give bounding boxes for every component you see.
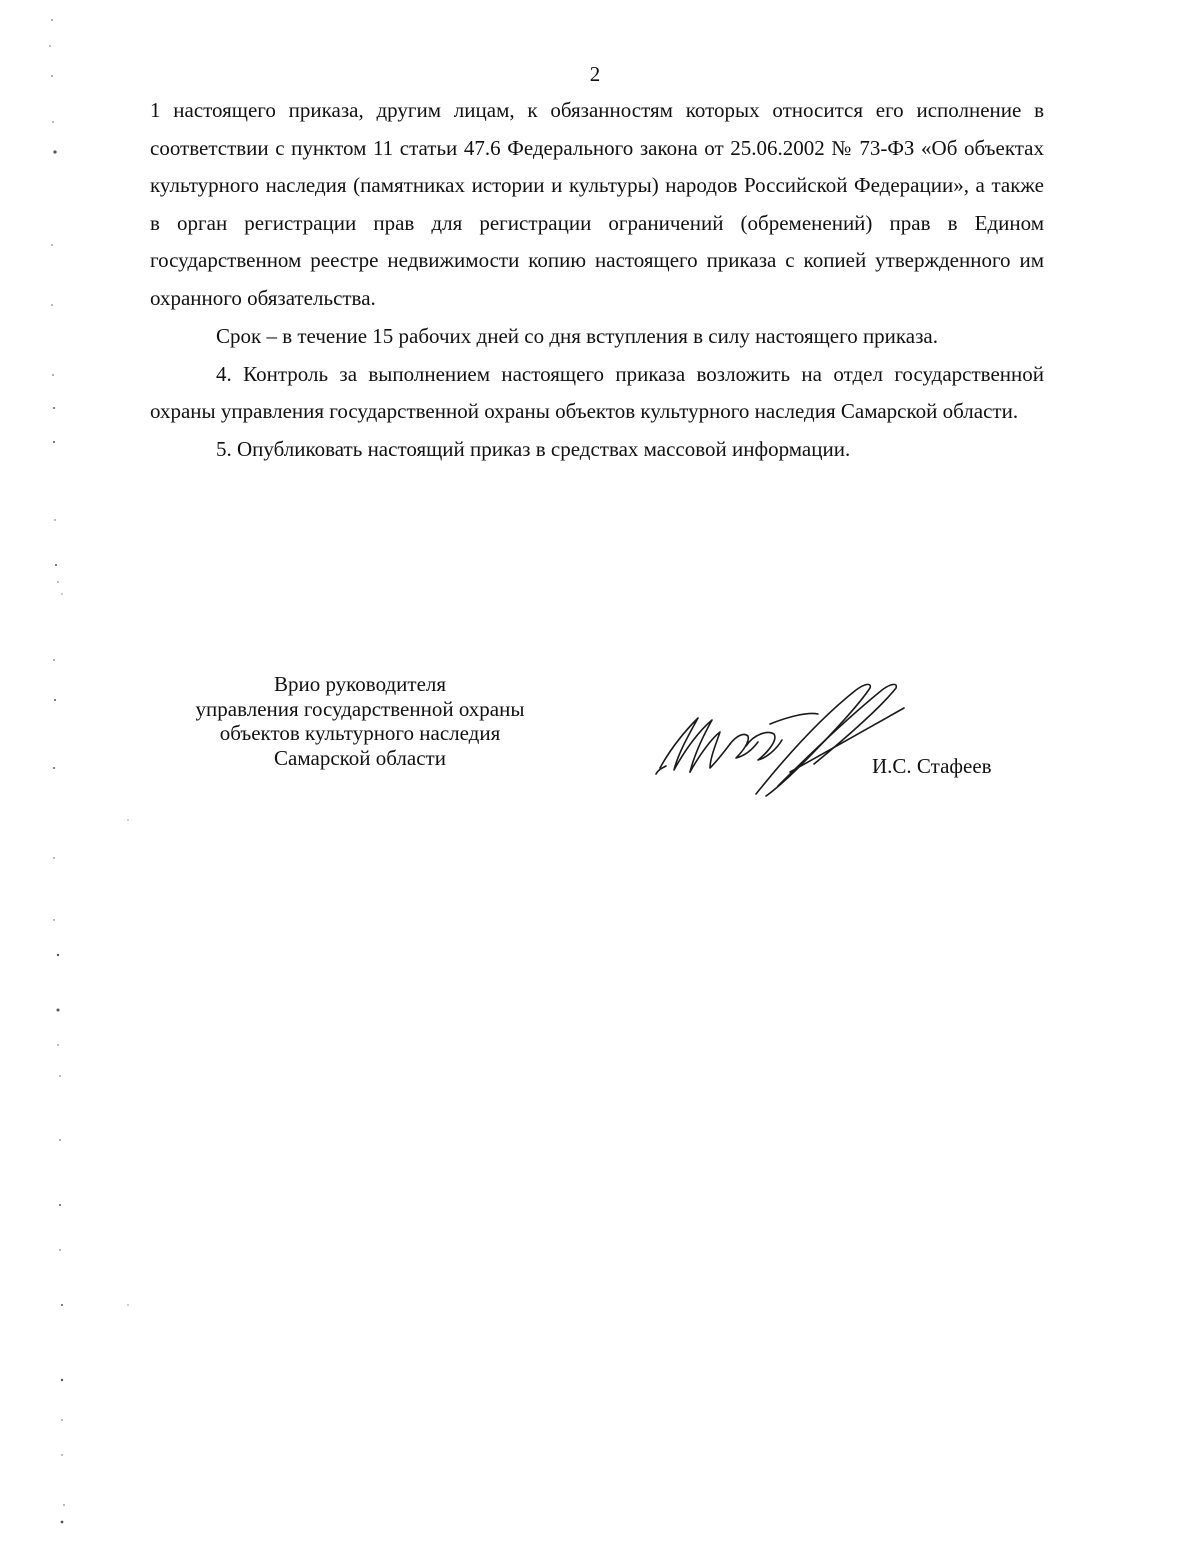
paragraph-item-4: 4. Контроль за выполнением настоящего приказа возложить на отдел государственной охраны управления государственной охраны объектов культурного наследия Самарской области. bbox=[150, 361, 1044, 423]
position-line: Самарской области bbox=[274, 745, 446, 770]
scan-margin-specks bbox=[0, 0, 140, 1553]
position-line: Врио руководителя bbox=[273, 672, 447, 696]
signer-name: И.С. Стафеев bbox=[872, 754, 992, 778]
handwritten-signature bbox=[650, 676, 910, 802]
paragraph-item-5: 5. Опубликовать настоящий приказ в средствах массовой информации. bbox=[216, 436, 851, 461]
position-line: объектов культурного наследия bbox=[219, 721, 501, 745]
position-line: управления государственной охраны bbox=[195, 696, 525, 721]
document-body bbox=[150, 92, 1044, 468]
paragraph-deadline: Срок – в течение 15 рабочих дней со дня вступления в силу настоящего приказа. bbox=[216, 324, 938, 348]
page-number: 2 bbox=[589, 62, 601, 86]
signatory-position bbox=[160, 672, 560, 770]
paragraph-continuation: 1 настоящего приказа, другим лицам, к обязанностям которых относится его исполнение в соответствии с пунктом 11 статьи 47.6 Федерального закона от 25.06.2002 № 73-ФЗ «Об объектах культурного наследия (памятниках истории и культуры) народов Российской Федерации», а также в орган регистрации прав для регистрации ограничений (обременений) прав в Едином государственном реестре недвижимости копию настоящего приказа с копией утвержденного им охранного обязательства. bbox=[150, 98, 1044, 310]
